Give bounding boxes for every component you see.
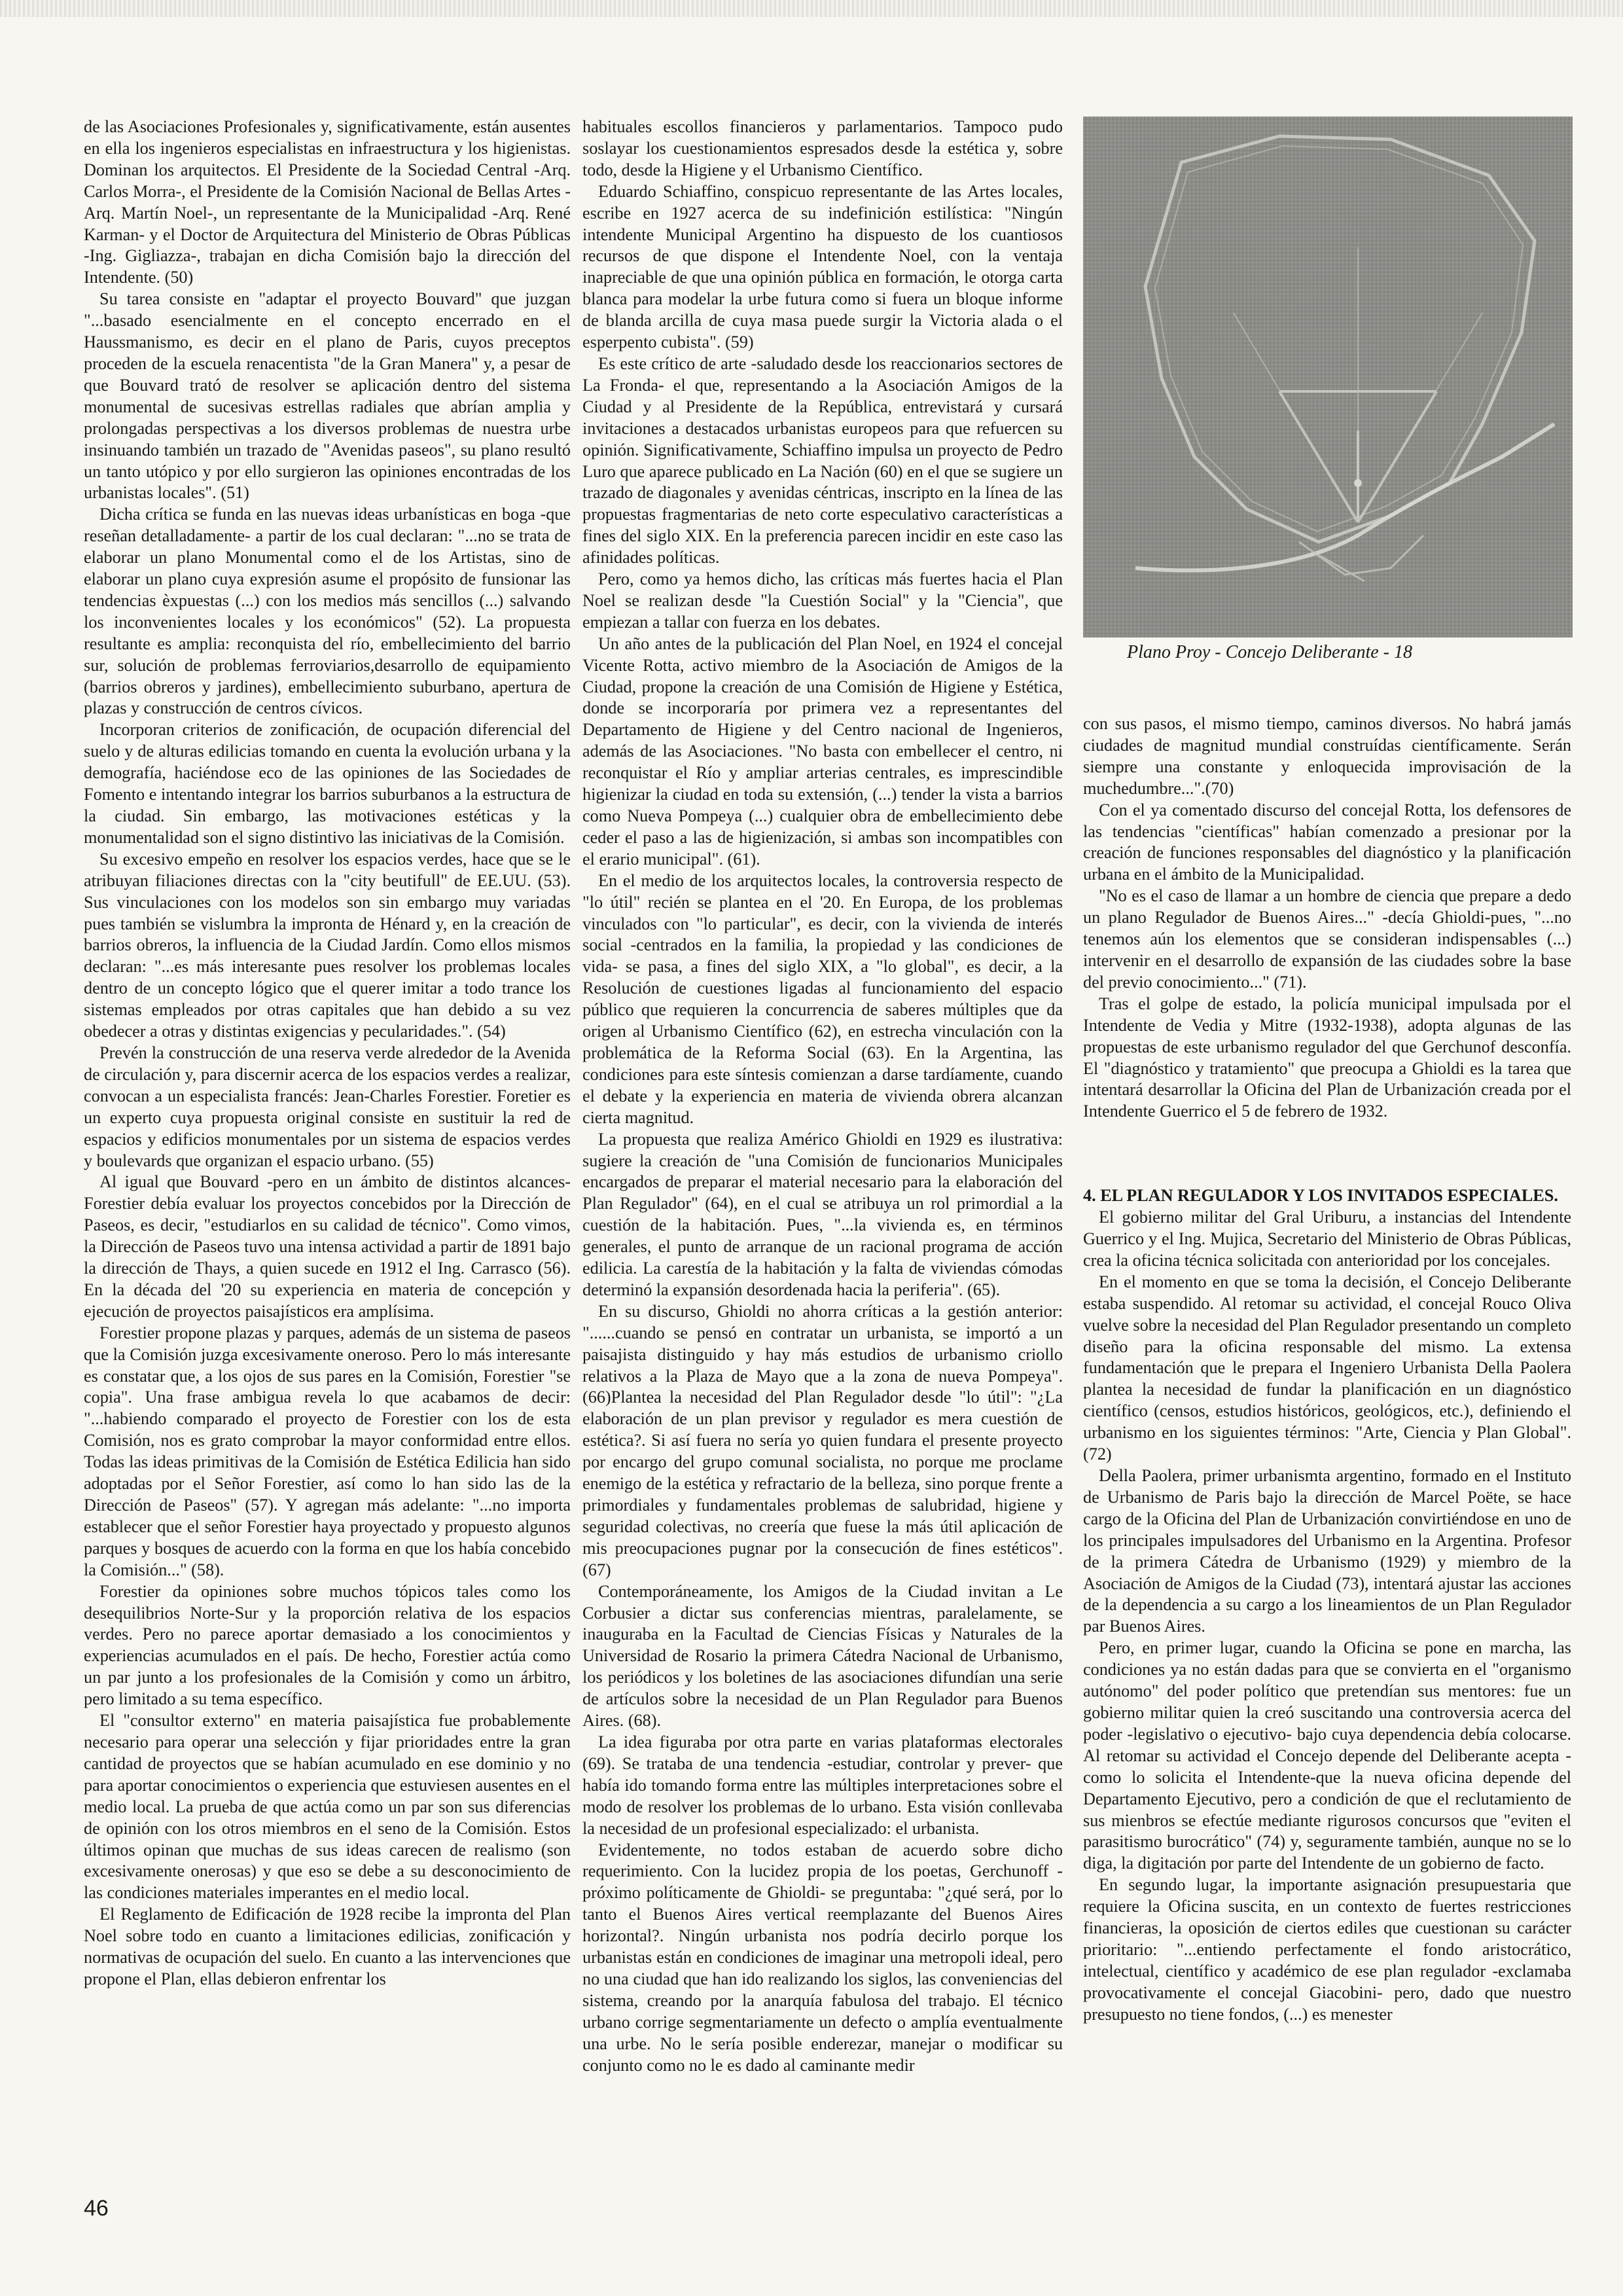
paragraph: Della Paolera, primer urbanismta argentino, formado en el Instituto de Urbanismo de Paris bajo la dirección de Marcel Poëte, se hace cargo de la Oficina del Plan de Urbanización convirtiéndose en uno de los principales impulsadores del Urbanismo en la Argentina. Profesor de la primera Cátedra de Urbanismo (1929) y miembro de la Asociación de Amigos de la Ciudad (73), intentará ajustar las acciones de la dependencia a su cargo a los lineamientos de un Plan Regulador par Buenos Aires.	[1083, 1466, 1571, 1636]
paragraph: con sus pasos, el mismo tiempo, caminos diversos. No habrá jamás ciudades de magnitud mundial construídas científicamente. Serán siempre una constante y enloquecida improvisación de la muchedumbre...".(70)	[1083, 714, 1571, 798]
paragraph: Con el ya comentado discurso del concejal Rotta, los defensores de las tendencias "científicas" habían comenzado a presionar por la creación de funciones responsables del diagnóstico y la planificación urbana en el ámbito de la Municipalidad.	[1083, 800, 1571, 884]
section-heading: 4. EL PLAN REGULADOR Y LOS INVITADOS ESPECIALES.	[1083, 1186, 1558, 1206]
paragraph: La propuesta que realiza Américo Ghioldi en 1929 es ilustrativa: sugiere la creación de "una Comisión de funcionarios Municipales encargados de preparar el material necesario para la elaboración del Plan Regulador" (64), en el cual se atribuya un rol primordial a la cuestión de la habitación. Pues, "...la vivienda es, en términos generales, el punto de arranque de un racional programa de acción edilicia. La carestía de la habitación y la falta de viviendas cómodas determinó la expansión desordenada hacia la periferia". (65).	[582, 1129, 1063, 1299]
paragraph: Evidentemente, no todos estaban de acuerdo sobre dicho requerimiento. Con la lucidez propia de los poetas, Gerchunoff -próximo políticamente de Ghioldi- se preguntaba: "¿qué será, por lo tanto el Buenos Aires vertical reemplazante del Buenos Aires horizontal?. Ningún urbanista nos podría decirlo porque los urbanistas están en condiciones de imaginar una metropoli ideal, pero no una ciudad que han ido realizando los siglos, las conveniencias del sistema, creando por la anarquía fabulosa del trabajo. El técnico urbano corrige segmentariamente un defecto o amplía eventualmente una urbe. No le sería posible enderezar, manejar o modificar su conjunto como no le es dado al caminante medir	[582, 1840, 1063, 2075]
paragraph: Pero, como ya hemos dicho, las críticas más fuertes hacia el Plan Noel se realizan desde "la Cuestión Social" y la "Ciencia", que empiezan a tallar con fuerza en los debates.	[582, 569, 1063, 632]
paragraph: Incorporan criterios de zonificación, de ocupación diferencial del suelo y de alturas edilicias tomando en cuenta la evolución urbana y la demografía, haciéndose eco de las opiniones de las Sociedades de Fomento e intentando integrar los barrios suburbanos a la estructura de la ciudad. Sin embargo, las motivaciones estéticas y la monumentalidad son el signo distintivo las iniciativas de la Comisión.	[84, 720, 571, 847]
paragraph: Eduardo Schiaffino, conspicuo representante de las Artes locales, escribe en 1927 acerca de su indefinición estilística: "Ningún intendente Municipal Argentino ha dispuesto de los cuantiosos recursos de que dispone el Intendente Noel, con la ventaja inapreciable de que una opinión pública en formación, le otorga carta blanca para modelar la urbe futura como si fuera un bloque informe de blanda arcilla de cuya masa puede surgir la Victoria alada o el esperpento cubista". (59)	[582, 181, 1063, 352]
plan-drawing	[1083, 117, 1573, 637]
paragraph: Dicha crítica se funda en las nuevas ideas urbanísticas en boga -que reseñan detalladamente- a partir de los cual declaran: "...no se trata de elaborar un plano Monumental como el de los Artistas, sino de elaborar un plano cuya expresión asume el propósito de funsionar las tendencias èxpuestas (...) con los medios más sencillos (...) salvando los inconvenientes locales y los económicos" (52). La propuesta resultante es amplia: reconquista del río, embellecimiento del barrio sur, solución de problemas ferroviarios,desarrollo de equipamiento (barrios obreros y jardines), embellecimiento suburbano, apertura de plazas y construcción de centros cívicos.	[84, 505, 571, 718]
paragraph: Contemporáneamente, los Amigos de la Ciudad invitan a Le Corbusier a dictar sus conferencias mientras, paralelamente, se inauguraba en la Facultad de Ciencias Físicas y Naturales de la Universidad de Rosario la primera Cátedra Nacional de Urbanismo, los periódicos y los boletines de las asociaciones difundían una serie de artículos sobre la necesidad de un Plan Regulador para Buenos Aires. (68).	[582, 1581, 1063, 1731]
paragraph: Su excesivo empeño en resolver los espacios verdes, hace que se le atribuyan filiaciones directas con la "city beutifull" de EE.UU. (53). Sus vinculaciones con los modelos son sin embargo muy variadas pues también se vislumbra la impronta de Hénard y, en la creación de barrios obreros, la influencia de la Ciudad Jardín. Como ellos mismos declaran: "...es más interesante pues resolver los problemas locales dentro de un concepto lógico que el querer imitar a todo trance los sistemas empleados por otras capitales que han debido a su vez obedecer a otras y distintas exigencias y pecularidades.". (54)	[84, 849, 571, 1041]
paragraph: Prevén la construcción de una reserva verde alrededor de la Avenida de circulación y, para discernir acerca de los espacios verdes a realizar, convocan a un especialista francés: Jean-Charles Forestier. Foretier es un experto cuya propuesta original consiste en sustituir la red de espacios y edificios monumentales por un sistema de espacios verdes y boulevards que organizan el espacio urbano. (55)	[84, 1043, 571, 1170]
paragraph: El gobierno militar del Gral Uriburu, a instancias del Intendente Guerrico y el Ing. Mujica, Secretario del Ministerio de Obras Públicas, crea la oficina técnica solicitada con anterioridad por los concejales.	[1083, 1208, 1571, 1270]
figure-caption: Plano Proy - Concejo Deliberante - 18	[1127, 642, 1412, 662]
paragraph: de las Asociaciones Profesionales y, significativamente, están ausentes en ella los ingenieros especialistas en infraestructura y los higienistas. Dominan los arquitectos. El Presidente de la Sociedad Central -Arq. Carlos Morra-, el Presidente de la Comisión Nacional de Bellas Artes -Arq. Martín Noel-, un representante de la Municipalidad -Arq. René Karman- y el Doctor de Arquitectura del Ministerio de Obras Públicas -Ing. Gigliazza-, trabajan en dicha Comisión bajo la dirección del Intendente. (50)	[84, 117, 571, 287]
paragraph: habituales escollos financieros y parlamentarios. Tampoco pudo soslayar los cuestionamientos espresados desde la estética y, sobre todo, desde la Higiene y el Urbanismo Científico.	[582, 117, 1063, 179]
paragraph: En su discurso, Ghioldi no ahorra críticas a la gestión anterior: "......cuando se pensó en contratar un urbanista, se importó a un paisajista distinguido y hay más estudios de urbanismo criollo relativos a la Plaza de Mayo que a la zona de nueva Pompeya". (66)Plantea la necesidad del Plan Regulador desde "lo útil": "¿La elaboración de un plan previsor y regulador es mera cuestión de estética?. Si así fuera no sería yo quien fundara el presente proyecto por encargo del grupo comunal socialista, no porque me proclame enemigo de la estética y refractario de la belleza, sino porque frente a primordiales y fundamentales problemas de salubridad, higiene y seguridad colectivas, no creería que fuese la más útil aplicación de mis preocupaciones pugnar por la consecución de fines estéticos". (67)	[582, 1301, 1063, 1579]
page-number: 46	[84, 2196, 109, 2221]
text-column-3	[1083, 713, 1571, 2026]
paragraph: Al igual que Bouvard -pero en un ámbito de distintos alcances- Forestier debía evaluar los proyectos concebidos por la Dirección de Paseos, es decir, "estudiarlos en su calidad de técnico". Como vimos, la Dirección de Paseos tuvo una intensa actividad a partir de 1891 bajo la dirección de Thays, a quien sucede en 1912 el Ing. Carrasco (56). En la década del '20 su experiencia en materia de concepción y ejecución de proyectos paisajísticos era amplísima.	[84, 1172, 571, 1321]
paragraph: En segundo lugar, la importante asignación presupuestaria que requiere la Oficina suscita, en un contexto de fuertes restricciones financieras, la oposición de ciertos ediles que cuestionan su carácter prioritario: "...entiendo perfectamente el fondo aristocrático, intelectual, científico y académico de ese plan regulador -exclamaba provocativamente el concejal Giacobini- pero, dado que nuestro presupuesto no tiene fondos, (...) es menester	[1083, 1875, 1571, 2024]
paragraph: El "consultor externo" en materia paisajística fue probablemente necesario para operar una selección y fijar prioridades entre la gran cantidad de proyectos que se habían acumulado en ese dominio y no para aportar conocimientos o experiencia que estuviesen ausentes en el medio local. La prueba de que actúa como un par son sus diferencias de opinión con los otros miembros en el seno de la Comisión. Estos últimos opinan que muchas de sus ideas carecen de realismo (son excesivamente onerosas) y que eso se debe a su desconocimiento de las condiciones materiales imperantes en el medio local.	[84, 1711, 571, 1903]
paragraph: Su tarea consiste en "adaptar el proyecto Bouvard" que juzgan "...basado esencialmente en el concepto encerrado en el Haussmanismo, es decir en el plano de Paris, cuyos preceptos proceden de la escuela renacentista "de la Gran Manera" y, a pesar de que Bouvard trató de resolver se aplicación dentro del sistema monumental de sucesivas estrellas radiales que abrían amplia y prolongadas perspectivas a los diversos problemas de nuestra urbe insinuando también un trazado de "Avenidas paseos", su plano resultó un tanto utópico y por ello surgieron las opiniones encontradas de los urbanistas locales". (51)	[84, 289, 571, 503]
text-column-1	[84, 117, 571, 1990]
paragraph: Es este crítico de arte -saludado desde los reaccionarios sectores de La Fronda- el que, representando a la Asociación Amigos de la Ciudad y al Presidente de la República, entrevistará y cursará invitaciones a destacados urbanistas europeos para que refuercen su opinión. Significativamente, Schiaffino impulsa un proyecto de Pedro Luro que aparece publicado en La Nación (60) en el que se sugiere un trazado de diagonales y avenidas céntricas, inscripto en la línea de las propuestas fragmentarias de neto corte especulativo características a fines del siglo XIX. En la preferencia parecen incidir en este caso las afinidades políticas.	[582, 353, 1063, 567]
paragraph: Forestier da opiniones sobre muchos tópicos tales como los desequilibrios Norte-Sur y la proporción relativa de los espacios verdes. Pero no parece aportar demasiado a los conocimientos y experiencias acumulados en el país. De hecho, Forestier actúa como un par junto a los profesionales de la Comisión y como un árbitro, pero limitado a su tema específico.	[84, 1581, 571, 1709]
paragraph: Un año antes de la publicación del Plan Noel, en 1924 el concejal Vicente Rotta, activo miembro de la Asociación de Amigos de la Ciudad, propone la creación de una Comisión de Higiene y Estética, donde se incorporaría por primera vez a representantes del Departamento de Higiene y del Centro nacional de Ingenieros, además de las Asociaciones. "No basta con embellecer el centro, ni reconquistar el Río y ampliar arterias centrales, es imprescindible higienizar la ciudad en toda su extensión, (...) tender la vista a barrios como Nueva Pompeya (...) cualquier obra de embellecimiento debe ceder el paso a las de higienización, si ambas son incompatibles con el erario municipal". (61).	[582, 634, 1063, 869]
paragraph: En el medio de los arquitectos locales, la controversia respecto de "lo útil" recién se plantea en el '20. En Europa, de los problemas vinculados con "lo particular", es decir, con la vivienda de interés social -centrados en la familia, la propiedad y las condiciones de vida- se pasa, a fines del siglo XIX, a "lo global", es decir, a la Resolución de cuestiones ligadas al funcionamiento del espacio público que requieren la concurrencia de saberes múltiples que da origen al Urbanismo Científico (62), en estrecha vinculación con la problemática de la Reforma Social (63). En la Argentina, las condiciones para este síntesis comienzan a darse tardíamente, cuando el debate y la experiencia en materia de vivienda obrera alcanzan cierta magnitud.	[582, 870, 1063, 1127]
plan-figure	[1083, 117, 1573, 637]
paragraph: Pero, en primer lugar, cuando la Oficina se pone en marcha, las condiciones ya no están dadas para que se convierta en el "organismo autónomo" del poder político que pretendían sus mentores: fue un gobierno militar quien la creó suscitando una controversia acerca del poder -legislativo o ejecutivo- bajo cuya dependencia debía colocarse. Al retomar su actividad el Concejo depende del Deliberante acepta -como lo solicita el Intendente-que la nueva oficina depende del Departamento Ejecutivo, pero a condición de que el reclutamiento de sus mienbros se efectúe mediante rigurosos concursos que "eviten el parasitismo burocrático" (74) y, seguramente también, aunque no se lo diga, la digitación por parte del Intendente de un gobierno de facto.	[1083, 1638, 1571, 1873]
scan-top-band	[0, 0, 1623, 17]
paragraph: El Reglamento de Edificación de 1928 recibe la impronta del Plan Noel sobre todo en cuanto a limitaciones edilicias, zonificación y normativas de ocupación del suelo. En cuanto a las intervenciones que propone el Plan, ellas debieron enfrentar los	[84, 1905, 571, 1988]
text-column-2	[582, 117, 1063, 2076]
paragraph: Forestier propone plazas y parques, además de un sistema de paseos que la Comisión juzga excesivamente oneroso. Pero lo más interesante es constatar que, a los ojos de sus pares en la Comisión, Forestier "se copia". Una frase ambigua revela lo que acabamos de decir: "...habiendo comparado el proyecto de Forestier con los de esta Comisión, nos es grato comprobar la mayor conformidad entre ellos. Todas las ideas primitivas de la Comisión de Estética Edilicia han sido adoptadas por el Señor Forestier, así como lo han sido las de la Dirección de Paseos" (57). Y agregan más adelante: "...no importa establecer que el señor Forestier haya proyectado y propuesto algunos parques y bosques de acuerdo con la forma en que los había concebido la Comisión..." (58).	[84, 1323, 571, 1579]
paragraph: "No es el caso de llamar a un hombre de ciencia que prepare a dedo un plano Regulador de Buenos Aires..." -decía Ghioldi-pues, "...no tenemos aún los elementos que se consideran indispensables (...) intervenir en el desarrollo de expansión de las ciudades sobre la base del previo conocimiento..." (71).	[1083, 886, 1571, 992]
paragraph: Tras el golpe de estado, la policía municipal impulsada por el Intendente de Vedia y Mitre (1932-1938), adopta algunas de las propuestas de este urbanismo regulador del que Gerchunof desconfía. El "diagnóstico y tratamiento" que preocupa a Ghioldi es la tarea que intentará desarrollar la Oficina del Plan de Urbanización creada por el Intendente Guerrico el 5 de febrero de 1932.	[1083, 994, 1571, 1121]
paragraph: La idea figuraba por otra parte en varias plataformas electorales (69). Se trataba de una tendencia -estudiar, controlar y prever- que había ido tomando forma entre las múltiples interpretaciones sobre el modo de resolver los problemas de lo urbano. Esta visión conllevaba la necesidad de un profesional especializado: el urbanista.	[582, 1732, 1063, 1838]
section-spacer	[1083, 1122, 1571, 1185]
paragraph: En el momento en que se toma la decisión, el Concejo Deliberante estaba suspendido. Al retomar su actividad, el concejal Rouco Oliva vuelve sobre la necesidad del Plan Regulador presentando un completo diseño para la oficina responsable del mismo. La extensa fundamentación que le prepara el Ingeniero Urbanista Della Paolera plantea la necesidad de fundar la planificación en un diagnóstico científico (censos, estudios históricos, geológicos, etc.), definiendo el urbanismo en los siguientes términos: "Arte, Ciencia y Plan Global". (72)	[1083, 1272, 1571, 1464]
